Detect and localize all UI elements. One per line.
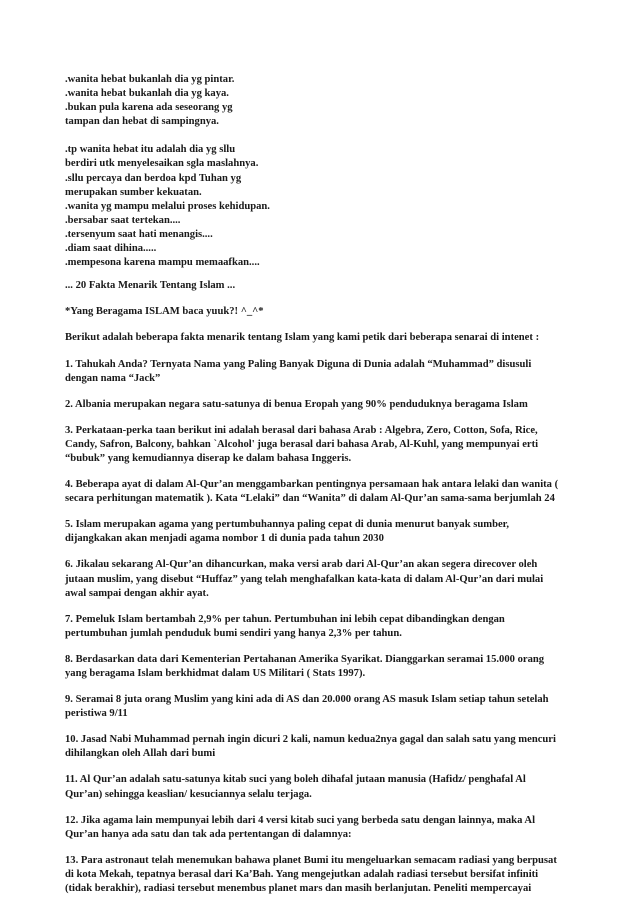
fact-line: 6. Jikalau sekarang Al-Qur’an dihancurkan, maka versi arab dari Al-Qur’an akan segera direcover oleh [65,559,538,571]
fact-line: 5. Islam merupakan agama yang pertumbuhannya paling cepat di dunia menurut banyak sumber, [65,519,510,531]
fact-line: 3. Perkataan-perka taan berikut ini adalah berasal dari bahasa Arab : Algebra, Zero, Cotton, Sofa, Rice, [65,424,538,436]
fact-item [65,358,585,386]
intro-paragraph [65,73,585,129]
fact-line: 12. Jika agama lain mempunyai lebih dari 4 versi kitab suci yang berbeda satu dengan lainnya, maka Al [65,814,536,826]
fact-item [65,693,585,721]
intro-line: .wanita hebat bukanlah dia yg kaya. [65,88,229,100]
verse-line: .tp wanita hebat itu adalah dia yg sllu [65,144,236,156]
verse-line: .bersabar saat tertekan.... [65,214,181,226]
fact-line: 13. Para astronaut telah menemukan bahawa planet Bumi itu mengeluarkan semacam radiasi yang berpusat [65,854,557,866]
fact-line: “bubuk” yang kemudiannya diserap ke dalam bahasa Inggeris. [65,452,352,464]
fact-item [65,773,585,801]
fact-line: yang beragama Islam berkhidmat dalam US Militari ( Stats 1997). [65,668,366,679]
fact-item [65,814,585,842]
verse-line: .sllu percaya dan berdoa kpd Tuhan yg [65,172,242,184]
fact-line: dijangkakan akan menjadi agama nombor 1 di dunia pada tahun 2030 [65,533,384,545]
verse-paragraph [65,143,585,270]
fact-item [65,613,585,641]
lead-text: Berikut adalah beberapa fakta menarik tentang Islam yang kami petik dari beberapa senarai di intenet : [65,332,540,344]
fact-line: 2. Albania merupakan negara satu-satunya di benua Eropah yang 90% penduduknya beragama Islam [65,398,528,410]
fact-item [65,518,585,546]
fact-line: 1. Tahukah Anda? Ternyata Nama yang Paling Banyak Diguna di Dunia adalah “Muhammad” disusuli [65,358,532,370]
fact-line: 7. Pemeluk Islam bertambah 2,9% per tahun. Pertumbuhan ini lebih cepat dibandingkan dengan [65,613,505,625]
fact-line: awal sampai dengan akhir ayat. [65,587,209,599]
fact-line: jutaan muslim, yang disebut “Huffaz” yang telah menghafalkan kata-kata di dalam Al-Qur’an dari mulai [65,573,544,585]
fact-item [65,478,585,506]
subheading-text: *Yang Beragama ISLAM baca yuuk?! ^_^* [65,306,264,318]
intro-line: .bukan pula karena ada seseorang yg [65,102,233,114]
intro-line: tampan dan hebat di sampingnya. [65,116,219,128]
fact-line: 8. Berdasarkan data dari Kementerian Pertahanan Amerika Syarikat. Dianggarkan seramai 15.000 orang [65,653,545,665]
fact-line: Qur’an hanya ada satu dan tak ada pertentangan di dalamnya: [65,828,352,840]
fact-line: peristiwa 9/11 [65,708,128,720]
fact-item [65,424,585,466]
verse-line: .wanita yg mampu melalui proses kehidupan. [65,200,270,212]
fact-line: 9. Seramai 8 juta orang Muslim yang kini ada di AS dan 20.000 orang AS masuk Islam setiap tahun setelah [65,694,549,706]
document-body [65,73,585,896]
fact-item [65,854,585,896]
fact-line: 10. Jasad Nabi Muhammad pernah ingin dicuri 2 kali, namun kedua2nya gagal dan salah satu yang mencuri [65,734,556,746]
verse-line: merupakan sumber kekuatan. [65,186,202,198]
fact-line: Candy, Safron, Balcony, bahkan `Alcohol' juga berasal dari bahasa Arab, Al-Kuhl, yang mempunyai erti [65,438,539,450]
fact-line: 11. Al Qur’an adalah satu-satunya kitab suci yang boleh dihafal jutaan manusia (Hafidz/ penghafal Al [65,774,526,786]
fact-line: pertumbuhan jumlah penduduk bumi sendiri yang hanya 2,3% per tahun. [65,627,402,639]
fact-line: 4. Beberapa ayat di dalam Al-Qur’an menggambarkan pentingnya persamaan hak antara lelaki dan wanita ( [65,479,559,491]
verse-line: .tersenyum saat hati menangis.... [65,228,213,240]
fact-item [65,653,585,681]
verse-line: berdiri utk menyelesaikan sgla maslahnya. [65,158,259,170]
intro-line: .wanita hebat bukanlah dia yg pintar. [65,74,235,85]
fact-line: Qur’an) sehingga keaslian/ kesuciannya selalu terjaga. [65,788,312,800]
fact-item [65,733,585,761]
fact-line: dihilangkan oleh Allah dari bumi [65,748,216,760]
heading-text: ... 20 Fakta Menarik Tentang Islam ... [65,280,236,292]
verse-line: .diam saat dihina..... [65,243,157,255]
verse-line: .mempesona karena mampu memaafkan.... [65,257,260,269]
fact-item [65,398,585,412]
fact-line: secara perhitungan matematik ). Kata “Lelaki” dan “Wanita” di dalam Al-Qur’an sama-sama berjumlah 24 [65,493,555,505]
fact-line: di kota Mekah, tepatnya berasal dari Ka’Bah. Yang mengejutkan adalah radiasi tersebut bersifat infiniti [65,868,539,880]
lead-paragraph [65,331,585,345]
heading [65,279,585,293]
subheading [65,305,585,319]
fact-line: (tidak berakhir), radiasi tersebut menembus planet mars dan masih berlanjutan. Peneliti mempercayai [65,883,532,895]
fact-line: dengan nama “Jack” [65,372,161,384]
fact-item [65,558,585,600]
